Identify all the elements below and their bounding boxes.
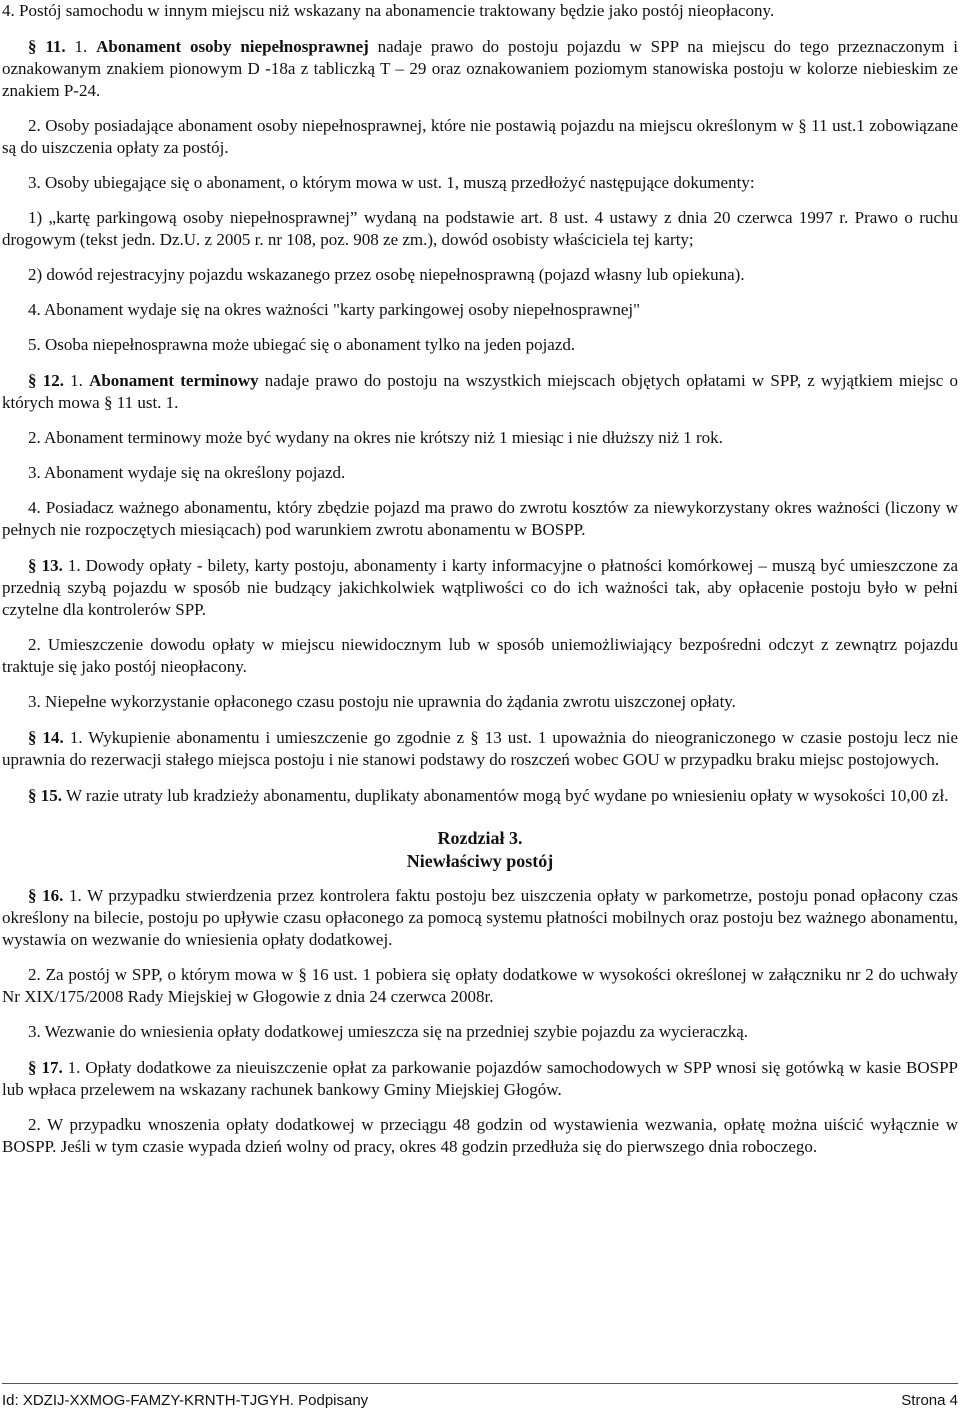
section-11-para-5: 5. Osoba niepełnosprawna może ubiegać się o abonament tylko na jeden pojazd. xyxy=(28,335,576,354)
section-11-para-3: 3. Osoby ubiegające się o abonament, o którym mowa w ust. 1, muszą przedłożyć następujące dokumenty: xyxy=(28,173,755,192)
chapter-heading xyxy=(2,827,958,873)
chapter-number: Rozdział 3. xyxy=(437,828,523,848)
section-sign: § xyxy=(28,37,37,56)
paragraph-text: 1. Opłaty dodatkowe za nieuiszczenie opłat za parkowanie pojazdów samochodowych w SPP wnosi się gotówką w kasie BOSPP lub wpłaca przelewem na wskazany rachunek bankowy Gminy Miejskiej Głogów. xyxy=(2,1058,958,1099)
page-number: Strona 4 xyxy=(901,1392,958,1409)
bold-term: Abonament osoby niepełnosprawnej xyxy=(96,37,369,56)
section-14-para-1 xyxy=(2,727,958,771)
section-12-para-2: 2. Abonament terminowy może być wydany na okres nie krótszy niż 1 miesiąc i nie dłuższy niż 1 rok. xyxy=(28,428,723,447)
section-number: 12. xyxy=(42,371,64,390)
section-number: 14. xyxy=(42,728,64,747)
section-12-para-3: 3. Abonament wydaje się na określony pojazd. xyxy=(28,463,346,482)
section-15-para-1 xyxy=(2,785,958,807)
section-number: 17. xyxy=(41,1058,63,1077)
section-sign: § xyxy=(28,786,37,805)
paragraph-text: 1. W przypadku stwierdzenia przez kontrolera faktu postoju bez uiszczenia opłaty w parkometrze, postoju ponad opłacony czas określony na bilecie, postoju po upływie czasu opłaconego za pomocą systemu płatności mobilnych oraz postoju bez ważnego abonamentu, wystawia on wezwanie do wniesienia opłaty dodatkowej. xyxy=(2,886,958,949)
section-number: 16. xyxy=(42,886,64,905)
section-sign: § xyxy=(28,1058,37,1077)
section-number: 11. xyxy=(45,37,66,56)
paragraph-text: 1. xyxy=(74,37,97,56)
section-12-para-1 xyxy=(2,370,958,414)
chapter-title: Niewłaściwy postój xyxy=(406,851,554,871)
section-17-para-2: 2. W przypadku wnoszenia opłaty dodatkowej w przeciągu 48 godzin od wystawienia wezwania, opłatę można uiścić wyłącznie w BOSPP. Jeśli w tym czasie wypada dzień wolny od pracy, okres 48 godzin przedłuża się do pierwszego dnia roboczego. xyxy=(2,1115,958,1156)
section-16-para-3: 3. Wezwanie do wniesienia opłaty dodatkowej umieszcza się na przedniej szybie pojazdu za wycieraczką. xyxy=(28,1022,749,1041)
section-11-para-4: 4. Abonament wydaje się na okres ważności "karty parkingowej osoby niepełnosprawnej" xyxy=(28,300,641,319)
paragraph-text: W razie utraty lub kradzieży abonamentu, duplikaty abonamentów mogą być wydane po wniesieniu opłaty w wysokości 10,00 zł. xyxy=(62,786,949,805)
section-sign: § xyxy=(28,556,37,575)
document-id: Id: XDZIJ-XXMOG-FAMZY-KRNTH-TJGYH. Podpisany xyxy=(2,1392,369,1409)
section-16-para-2: 2. Za postój w SPP, o którym mowa w § 16 ust. 1 pobiera się opłaty dodatkowe w wysokości określonej w załączniku nr 2 do uchwały Nr XIX/175/2008 Rady Miejskiej w Głogowie z dnia 24 czerwca 2008r. xyxy=(2,965,958,1006)
section-12-para-4: 4. Posiadacz ważnego abonamentu, który zbędzie pojazd ma prawo do zwrotu kosztów za niewykorzystany okres ważności (liczony w pełnych nie rozpoczętych miesiącach) pod warunkiem zwrotu abonamentu w BOSPP. xyxy=(2,498,958,539)
section-11-para-2: 2. Osoby posiadające abonament osoby niepełnosprawnej, które nie postawią pojazdu na miejscu określonym w § 11 ust.1 zobowiązane są do uiszczenia opłaty za postój. xyxy=(2,116,958,157)
section-sign: § xyxy=(28,728,37,747)
paragraph-text: 1. Wykupienie abonamentu i umieszczenie go zgodnie z § 13 ust. 1 upoważnia do nieograniczonego w czasie postoju lecz nie uprawnia do rezerwacji stałego miejsca postoju i nie stanowi podstawy do roszczeń wobec GOU w przypadku braku miejsc postojowych. xyxy=(2,728,959,769)
section-number: 13. xyxy=(41,556,63,575)
document-body xyxy=(2,0,958,1158)
section-17-para-1 xyxy=(2,1057,958,1101)
section-number: 15. xyxy=(40,786,62,805)
paragraph: 4. Postój samochodu w innym miejscu niż wskazany na abonamencie traktowany będzie jako postój nieopłacony. xyxy=(2,1,775,20)
paragraph-text: 1. Dowody opłaty - bilety, karty postoju, abonamenty i karty informacyjne o płatności komórkowej – muszą być umieszczone za przednią szybą pojazdu w sposób nie budzący jakichkolwiek wątpliwości co do ich ważności tak, aby opłacenie postoju było w pełni czytelne dla kontrolerów SPP. xyxy=(2,556,958,619)
paragraph-text: nadaje prawo do postoju na wszystkich miejscach objętych opłatami w SPP, z wyjątkiem miejsc o których mowa § 11 ust. 1. xyxy=(2,371,959,412)
section-13-para-3: 3. Niepełne wykorzystanie opłaconego czasu postoju nie uprawnia do żądania zwrotu uiszczonej opłaty. xyxy=(28,692,736,711)
section-16-para-1 xyxy=(2,885,958,951)
section-13-para-1 xyxy=(2,555,958,621)
section-11-para-1 xyxy=(2,36,958,102)
list-item: 2) dowód rejestracyjny pojazdu wskazanego przez osobę niepełnosprawną (pojazd własny lub opiekuna). xyxy=(28,265,745,284)
section-13-para-2: 2. Umieszczenie dowodu opłaty w miejscu niewidocznym lub w sposób uniemożliwiający bezpośredni odczyt z zewnątrz pojazdu traktuje się jako postój nieopłacony. xyxy=(2,635,958,676)
paragraph-text: nadaje prawo do postoju pojazdu w SPP na miejscu do tego przeznaczonym i oznakowanym znakiem pionowym D -18a z tabliczką T – 29 oraz oznakowaniem poziomym stanowiska postoju w kolorze niebieskim ze znakiem P-24. xyxy=(2,37,959,100)
paragraph-text: 1. xyxy=(70,371,90,390)
list-item: 1) „kartę parkingową osoby niepełnosprawnej” wydaną na podstawie art. 8 ust. 4 ustawy z dnia 20 czerwca 1997 r. Prawo o ruchu drogowym (tekst jedn. Dz.U. z 2005 r. nr 108, poz. 908 ze zm.), dowód osobisty właściciela tej karty; xyxy=(2,208,958,249)
section-sign: § xyxy=(28,371,37,390)
page-footer xyxy=(2,1383,958,1412)
bold-term: Abonament terminowy xyxy=(89,371,259,390)
section-sign: § xyxy=(28,886,37,905)
